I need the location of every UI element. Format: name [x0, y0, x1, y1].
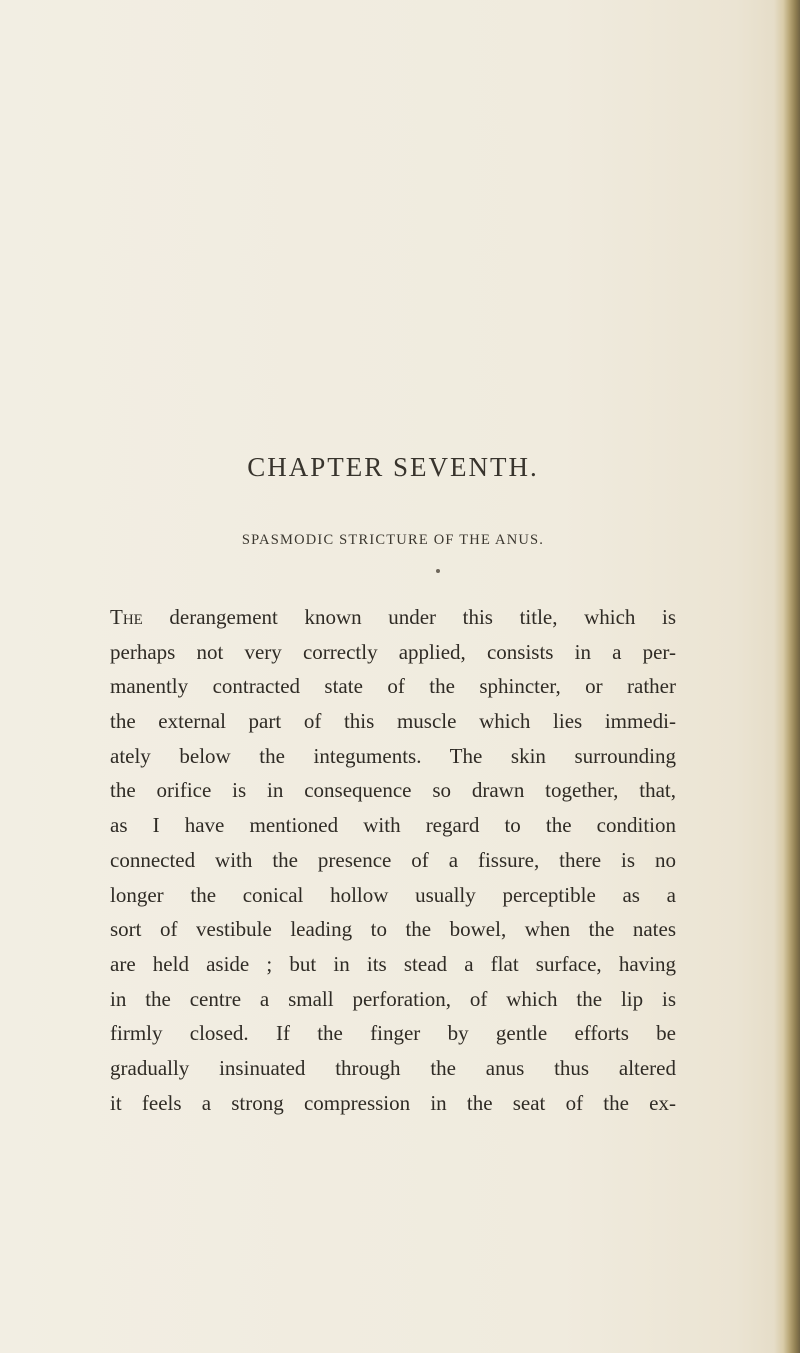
text-line-8: connected with the presence of a fissure, there is no — [110, 847, 676, 872]
text-line-12: in the centre a small perforation, of which the lip is — [110, 986, 676, 1011]
text-line-10: sort of vestibule leading to the bowel, when the nates — [110, 917, 676, 942]
text-line-13: firmly closed. If the finger by gentle efforts be — [110, 1021, 676, 1046]
text-line-11: are held aside ; but in its stead a flat surface, having — [110, 951, 676, 976]
text-line-2: perhaps not very correctly applied, consists in a per- — [110, 639, 676, 664]
text-line-3: manently contracted state of the sphincter, or rather — [110, 674, 676, 699]
text-line-4: the external part of this muscle which lies immedi- — [110, 709, 676, 734]
text-line-1-rest: derangement known under this title, which is — [142, 605, 676, 629]
chapter-title: CHAPTER SEVENTH. — [247, 452, 539, 482]
text-line-5: ately below the integuments. The skin surrounding — [110, 743, 676, 768]
ornament-dot — [436, 569, 440, 573]
text-line-15: it feels a strong compression in the seat of the ex- — [110, 1090, 676, 1115]
text-line-9: longer the conical hollow usually perceptible as a — [110, 882, 676, 907]
opening-word: The — [110, 605, 143, 629]
page-edge-shadow — [774, 0, 800, 1353]
text-line-6: the orifice is in consequence so drawn together, that, — [110, 778, 676, 803]
text-line-7: as I have mentioned with regard to the condition — [110, 813, 676, 838]
text-line-1 — [110, 600, 676, 635]
body-paragraph — [110, 600, 676, 1120]
text-line-14: gradually insinuated through the anus thus altered — [110, 1055, 676, 1080]
section-title: SPASMODIC STRICTURE OF THE ANUS. — [241, 532, 545, 548]
